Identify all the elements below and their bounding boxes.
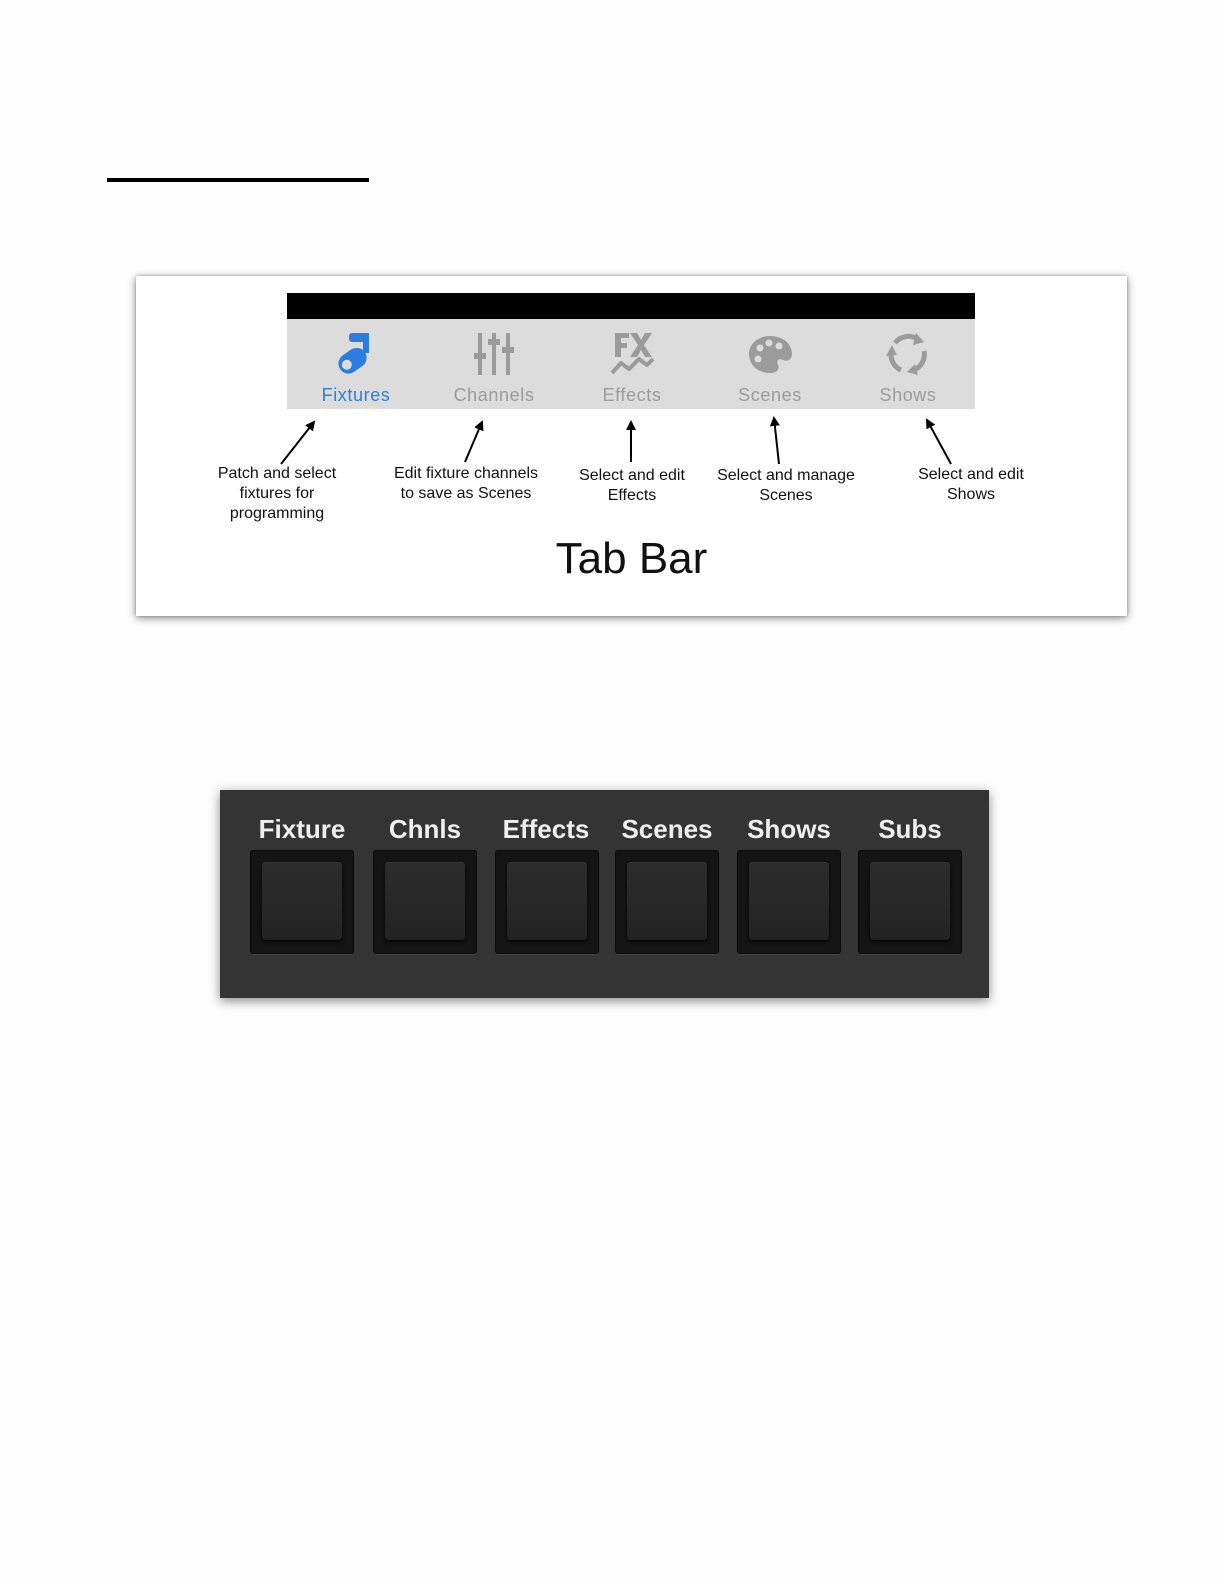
tab-bar-strip: [287, 319, 975, 409]
callout-channels: Edit fixture channels to save as Scenes: [393, 465, 539, 502]
arrow-fixtures: [281, 422, 314, 464]
fixture-button[interactable]: [250, 850, 354, 954]
tab-effects[interactable]: [563, 319, 701, 409]
tab-fixtures-label: Fixtures: [321, 385, 391, 405]
button-cap: [627, 862, 707, 940]
tab-scenes[interactable]: [701, 319, 839, 409]
hardware-button-panel: [220, 790, 989, 998]
figure-caption: Tab Bar: [555, 534, 708, 583]
hw-label-subs: Subs: [878, 814, 942, 844]
fixture-light-icon: [331, 329, 381, 379]
hw-label-chnls: Chnls: [388, 814, 462, 844]
hw-label-effects: Effects: [502, 814, 590, 844]
button-cap: [385, 862, 465, 940]
chnls-button[interactable]: [373, 850, 477, 954]
button-cap: [262, 862, 342, 940]
callout-fixtures: Patch and select fixtures for programming: [217, 465, 337, 522]
sliders-icon: [469, 329, 519, 379]
scenes-button[interactable]: [615, 850, 719, 954]
arrow-channels: [465, 422, 482, 462]
tab-scenes-label: Scenes: [738, 385, 802, 405]
shows-button[interactable]: [737, 850, 841, 954]
tab-fixtures[interactable]: [287, 319, 425, 409]
arrow-scenes: [774, 418, 779, 464]
callout-scenes: Select and manage Scenes: [717, 467, 855, 504]
arrow-shows: [927, 420, 951, 464]
hw-label-fixture: Fixture: [258, 814, 346, 844]
tab-bar: [287, 293, 975, 409]
callout-effects: Select and edit Effects: [579, 467, 685, 504]
tab-shows[interactable]: [839, 319, 977, 409]
status-bar-strip: [287, 293, 975, 319]
tab-effects-label: Effects: [602, 385, 662, 405]
fx-icon: [607, 329, 657, 379]
callout-shows: Select and edit Shows: [918, 466, 1024, 503]
tab-bar-figure: [136, 276, 1127, 616]
heading-underline: [107, 178, 369, 182]
tab-shows-label: Shows: [879, 385, 937, 405]
button-cap: [507, 862, 587, 940]
effects-button[interactable]: [495, 850, 599, 954]
tab-channels-label: Channels: [453, 385, 535, 405]
hw-label-shows: Shows: [747, 814, 831, 844]
cycle-icon: [883, 329, 933, 379]
button-cap: [749, 862, 829, 940]
button-cap: [870, 862, 950, 940]
hw-label-scenes: Scenes: [621, 814, 713, 844]
palette-icon: [745, 329, 795, 379]
tab-channels[interactable]: [425, 319, 563, 409]
subs-button[interactable]: [858, 850, 962, 954]
